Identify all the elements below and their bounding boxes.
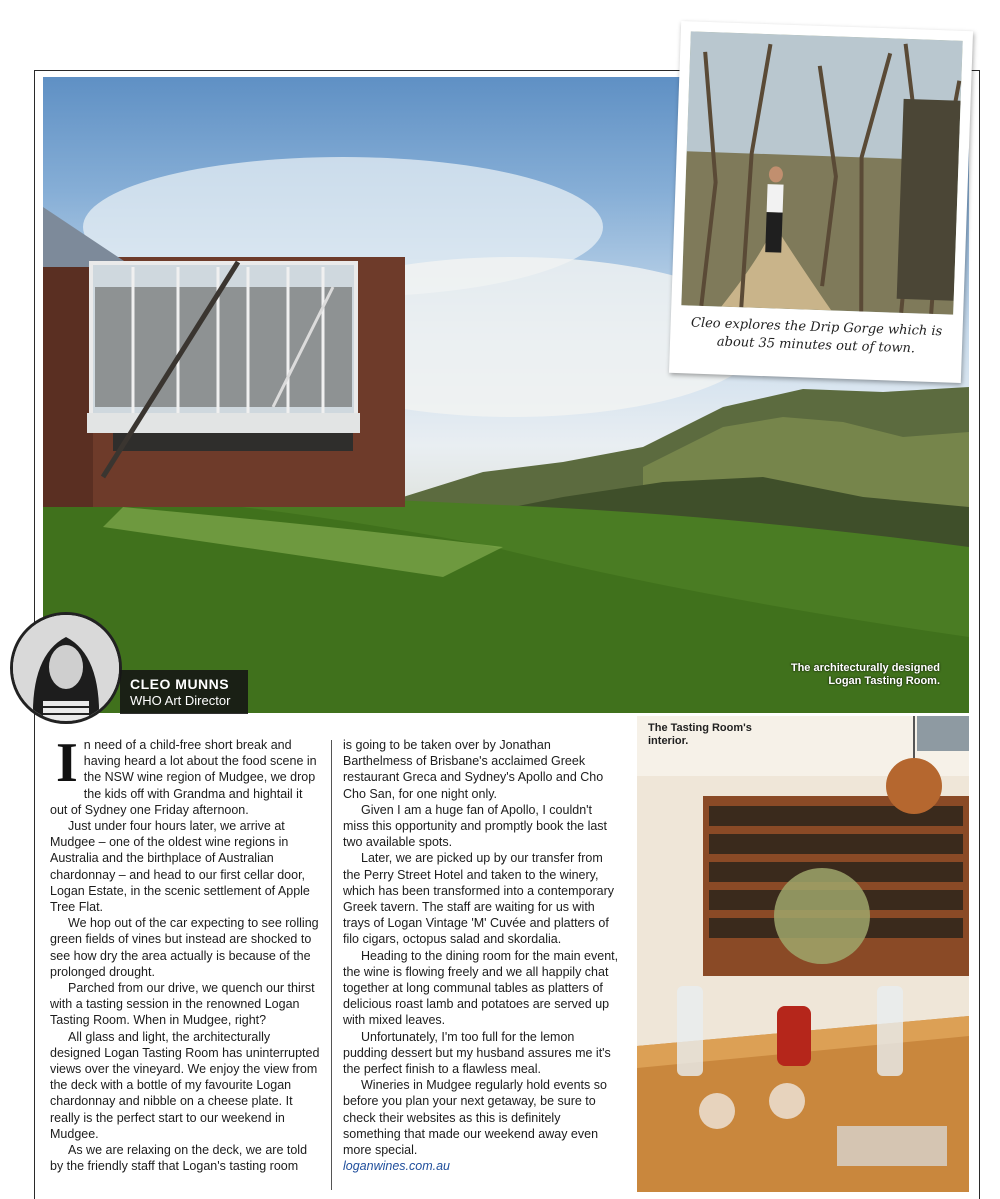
author-role: WHO Art Director: [130, 693, 231, 708]
author-badge: [120, 670, 248, 714]
polaroid-photo: [669, 21, 973, 383]
gorge-photo: [681, 31, 962, 314]
drop-cap: I: [56, 732, 78, 794]
article-column-1: [50, 732, 322, 1174]
author-avatar: [10, 612, 122, 724]
paragraph: We hop out of the car expecting to see rolling green fields of vines but instead are shocked to see how dry the area actually is because of the prolonged drought.: [50, 916, 319, 979]
paragraph: Wineries in Mudgee regularly hold events so before you plan your next getaway, be sure to check their websites as this is definitely something that made our weekend away even more special.: [343, 1078, 607, 1158]
column-divider: [331, 740, 332, 1190]
paragraph: Parched from our drive, we quench our thirst with a tasting session in the renowned Logan Tasting Room. When in Mudgee, right?: [50, 981, 315, 1028]
paragraph: In need of a child-free short break and having heard a lot about the food scene in the NSW wine region of Mudgee, we drop the kids off with Grandma and hightail it out of Sydney one Friday afternoon.: [50, 732, 317, 817]
paragraph: Given I am a huge fan of Apollo, I couldn't miss this opportunity and promptly book the last two available spots.: [343, 802, 608, 850]
hero-caption: The architecturally designed Logan Tasting Room.: [790, 662, 940, 687]
interior-photo: [637, 716, 969, 1192]
author-name: CLEO MUNNS: [130, 676, 230, 692]
paragraph: Unfortunately, I'm too full for the lemon pudding dessert but my husband assures me it's the perfect finish to a flawless meal.: [343, 1029, 611, 1077]
interior-caption: The Tasting Room's interior.: [648, 722, 752, 747]
paragraph: Later, we are picked up by our transfer from the Perry Street Hotel and taken to the winery, which has been transformed into a contemporary Greek tavern. The staff are waiting for us with trays of Logan Vintage 'M' Cuvée and platters of filo cigars, octopus salad and skordalia.: [343, 851, 614, 947]
paragraph: As we are relaxing on the deck, we are told by the friendly staff that Logan's tasting room: [50, 1143, 308, 1174]
polaroid-caption: Cleo explores the Drip Gorge which is about 35 minutes out of town.: [690, 315, 943, 357]
paragraph: is going to be taken over by Jonathan Barthelmess of Brisbane's acclaimed Greek restaurant Greca and Sydney's Apollo and Cho Cho San, for one night only.: [343, 738, 604, 801]
paragraph: Just under four hours later, we arrive at Mudgee – one of the oldest wine regions in Australia and the birthplace of Australian chardonnay – and head to our first cellar door, Logan Estate, in the scenic settlement of Apple Tree Flat.: [50, 819, 310, 915]
paragraph: All glass and light, the architecturally designed Logan Tasting Room has uninterrupted views over the vineyard. We enjoy the view from the deck with a bottle of my favourite Logan chardonnay and nibble on a cheese plate. It really is the perfect start to our weekend in Mudgee.: [50, 1029, 320, 1141]
website-link[interactable]: loganwines.com.au: [343, 1159, 451, 1174]
paragraph: Heading to the dining room for the main event, the wine is flowing freely and we all happily chat together at long communal tables as platters of delicious roast lamb and potatoes are served up with mixed leaves.: [343, 948, 619, 1028]
article-column-2: [343, 737, 619, 1174]
